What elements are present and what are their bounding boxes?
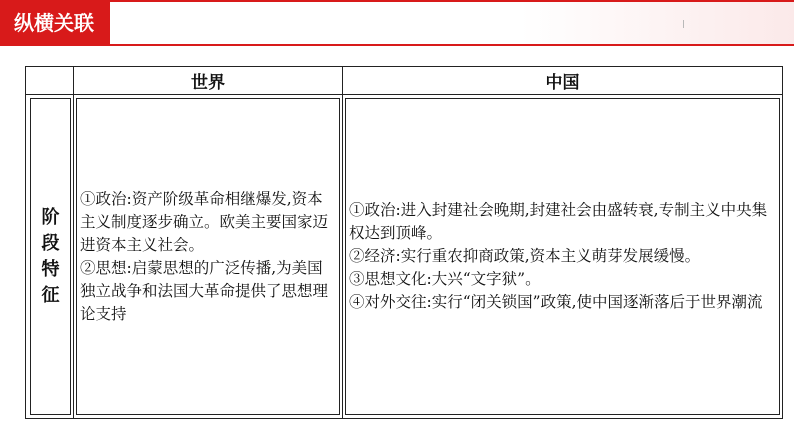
world-thought: ②思想:启蒙思想的广泛传播,为美国独立战争和法国大革命提供了思想理论支持 — [80, 258, 329, 323]
china-foreign-relations: ④对外交往:实行“闭关锁国”政策,使中国逐渐落后于世界潮流 — [349, 293, 763, 311]
table-row — [26, 95, 783, 419]
header-cell-china: 中国 — [343, 67, 783, 95]
section-header — [0, 0, 794, 48]
china-politics: ①政治:进入封建社会晚期,封建社会由盛转衰,专制主义中央集权达到顶峰。 — [349, 201, 768, 242]
header-cell-world: 世界 — [74, 67, 343, 95]
header-cell-empty — [26, 67, 74, 95]
world-cell — [74, 95, 343, 419]
header-rule — [110, 0, 794, 46]
row-label-line1: 阶段 — [41, 206, 60, 254]
section-title: 纵横关联 — [0, 0, 110, 46]
china-economy: ②经济:实行重农抑商政策,资本主义萌芽发展缓慢。 — [349, 247, 701, 265]
row-label-cell — [26, 95, 74, 419]
world-politics: ①政治:资产阶级革命相继爆发,资本主义制度逐步确立。欧美主要国家迈进资本主义社会。 — [80, 189, 329, 254]
china-culture: ③思想文化:大兴“文字狱”。 — [349, 270, 541, 288]
china-cell — [343, 95, 783, 419]
table-header-row — [26, 67, 783, 95]
row-label-line2: 特征 — [41, 258, 60, 306]
header-tick-mark — [683, 20, 684, 28]
comparison-table — [25, 66, 783, 419]
